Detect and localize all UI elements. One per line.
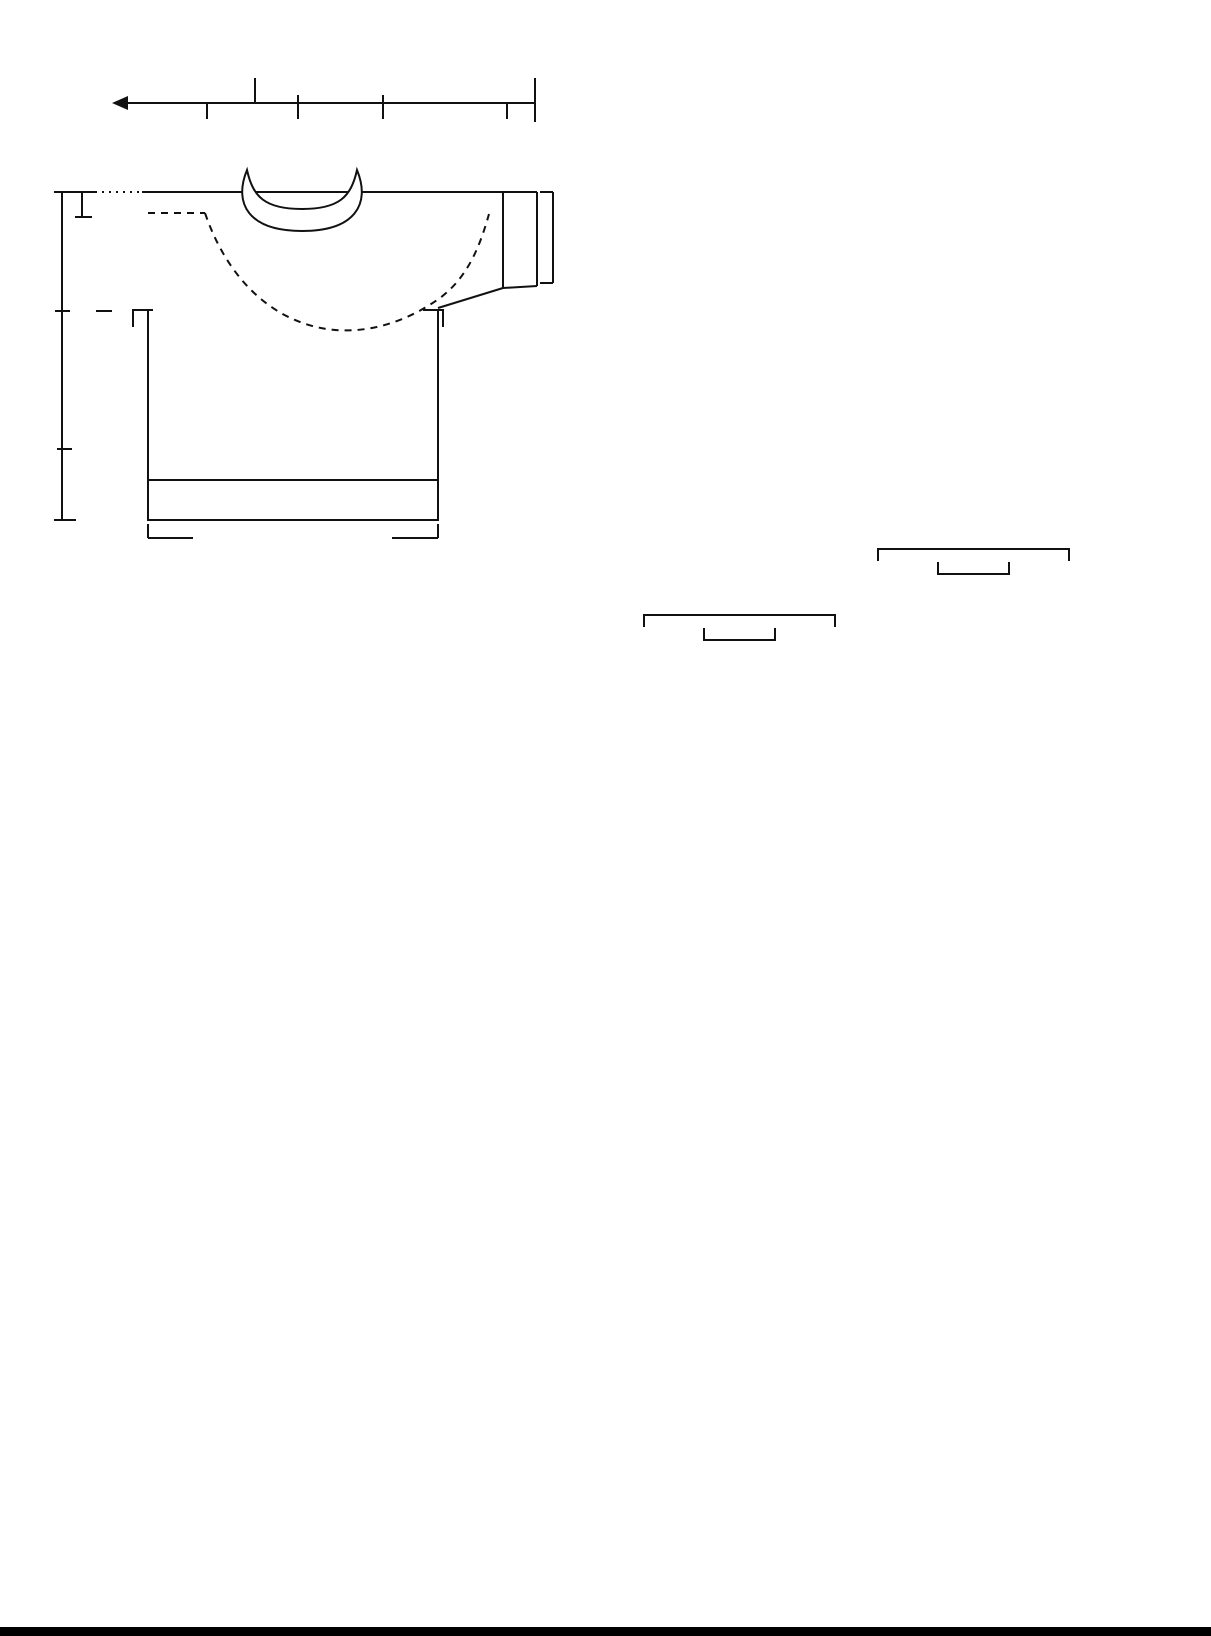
chart-a1-sizes-small bbox=[643, 556, 853, 650]
page-footer bbox=[57, 1532, 71, 1559]
stitch-count-bracket-top bbox=[643, 604, 836, 626]
legend bbox=[712, 76, 1182, 78]
chart-sizes-label bbox=[643, 556, 853, 579]
chart-name-label bbox=[643, 579, 853, 602]
page-edge-bar bbox=[0, 1627, 1211, 1636]
chart-a1-sizes-large bbox=[877, 490, 1087, 584]
chart-name-label bbox=[877, 513, 1087, 536]
chart-sizes-label bbox=[877, 490, 1087, 513]
arrow-left-icon bbox=[112, 96, 128, 110]
stitch-count-bracket-bottom bbox=[703, 628, 776, 650]
garment-schematic bbox=[40, 60, 720, 560]
stitch-count-bracket-top bbox=[877, 538, 1070, 560]
stitch-count-bracket-bottom bbox=[937, 562, 1010, 584]
